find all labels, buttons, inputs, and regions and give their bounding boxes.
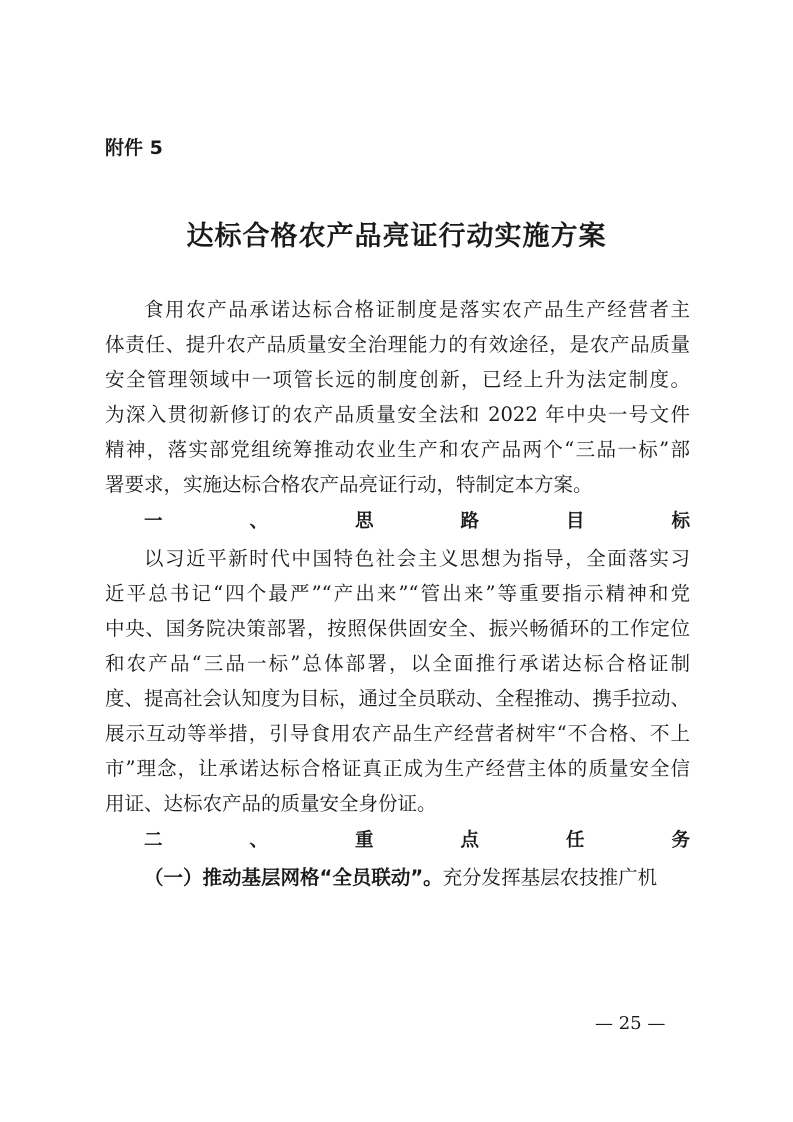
task1-line [105,860,690,895]
attachment-label: 附件 5 [105,137,163,159]
intro-line: 为深入贯彻新修订的农产品质量安全法和 2022 年中央一号文件 [105,403,690,426]
section1-line: 用证、达标农产品的质量安全身份证。 [105,792,437,815]
intro-line: 体责任、提升农产品质量安全治理能力的有效途径，是农产品质量 [105,333,690,356]
section1-line: 中央、国务院决策部署，按照保供固安全、振兴畅循环的工作定位 [105,617,690,640]
section1-line: 以习近平新时代中国特色社会主义思想为指导，全面落实习 [144,547,690,570]
page-number: — 25 — [595,1013,666,1034]
section-heading-2: 二、重点任务 [144,830,690,851]
section1-line: 和农产品“三品一标”总体部署，以全面推行承诺达标合格证制 [105,652,690,675]
section1-line: 市”理念，让承诺达标合格证真正成为生产经营主体的质量安全信 [105,757,690,780]
intro-line: 署要求，实施达标合格农产品亮证行动，特制定本方案。 [105,473,593,496]
document-title: 达标合格农产品亮证行动实施方案 [186,221,607,252]
section1-line: 展示互动等举措，引导食用农产品生产经营者树牢“不合格、不上 [105,722,690,745]
task1-rest: 充分发挥基层农技推广机 [442,866,658,889]
section-heading-1: 一、思路目标 [144,511,690,532]
task1-lead: （一）推动基层网格“全员联动”。 [144,866,443,889]
document-body [105,292,690,895]
intro-line: 精神，落实部党组统筹推动农业生产和农产品两个“三品一标”部 [105,438,690,461]
intro-line: 安全管理领域中一项管长远的制度创新，已经上升为法定制度。 [105,368,690,391]
section1-line: 近平总书记“四个最严”“产出来”“管出来”等重要指示精神和党 [105,582,690,605]
section1-line: 度、提高社会认知度为目标，通过全员联动、全程推动、携手拉动、 [105,687,690,710]
intro-line: 食用农产品承诺达标合格证制度是落实农产品生产经营者主 [144,298,690,321]
